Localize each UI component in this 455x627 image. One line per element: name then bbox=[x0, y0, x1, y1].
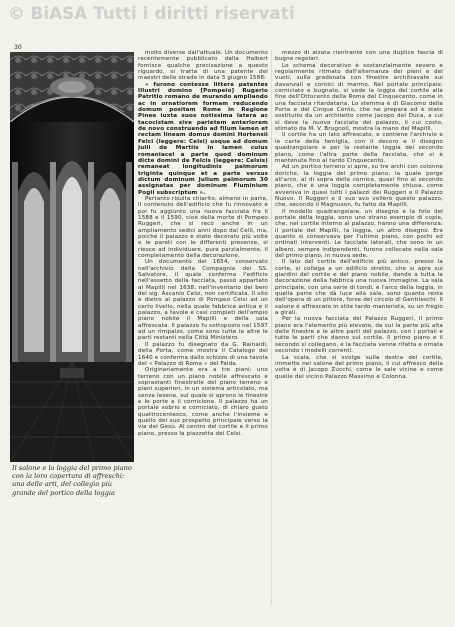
article-paragraph: La scala, che si svolge sulla destra del cortile, immette nel salone del primo piano, il cui affresco della volta è di Jacopo Zucchi, come le sale vicine e come quelle del vicino Palazzo Massimo e Colonna. bbox=[275, 354, 443, 380]
article-paragraph: Originariamente era a tre piani: uno terreno con un piano nobile affrescato e soprastanti finestrelle del piano terreno e piani superiori, in un sistema articolato, ma senza lesene, sul quale si aprono le finestre e le porte e il cornicione. Il palazzo ha un portale sobrio e corniciato, di chiaro gusto quattrocentesco, come anche l'insieme e quello del suo prospetto principale verso la via del Gesù. Al centro del cortile e il primo piano, presso la piazzetta dei Celsi. bbox=[138, 367, 268, 437]
article-paragraph: Il modello quadrangolare, un disegno e la foto del portale della loggia, sono uno strano esempio di copie, che, nel cortile interno al palazzo, hanno una differenza: il portale del Mapilli, la loggia, un altro disegno. Era quanto si conservava per l'ultimo piano, con pochi ed ordinati interventi. Le facciate laterali, che sono in un albero, sempre indipendenti, furono collocate nella sala del primo piano, in nuova sede. bbox=[275, 208, 443, 259]
article-paragraph: Lo schema decorativo è sostanzialmente severo e regolarmente ritmato dall'alternanza dei pieni e dei vuoti, sulla gradonata con finestre architravate sui davanzali e cornici di marmo. Nel portale principale, corniciato e bugnato, si vede la loggia del cortile alla fine dell'Ottocento della Roma del Cinquecento, come in una facciata ritardataria. Lo stemma è di Giacomo della Porta e del Cinque Cento, che ne prepara ed è stato sostituito da un architetto come Jacopo del Duca, a cui si deve la nuova facciata del palazzo, il cui costo, stimato da M. V. Brugnoli, mostra la mano del Mapilli. bbox=[275, 62, 443, 133]
article-paragraph: molto diverse dall'attuale. Un documento recentemente pubblicato dalla Halbert fornisce qualche precisazione a questo riguardo, si tratta di una patente dei maestri delle strade in data 3 giugno 1588: bbox=[138, 50, 268, 82]
photo-salone-loggia bbox=[10, 52, 134, 462]
article-paragraph bbox=[138, 82, 268, 196]
column-divider bbox=[271, 50, 272, 605]
article-paragraph: Ad un portico terreno si apre, su tre archi con colonne doriche, la loggia del primo piano, la quale porge all'arco, al di sopra della cornice, quasi fino al secondo piano, che è una loggia completamente chiusa, come avveniva in quasi tutti i palazzi dei Ruggeri e il Palazzo Nuovo. Il Ruggeri e il suo avo vollero questo palazzo, che, secondo il Magnuson, fu fatto da Mapilli. bbox=[275, 164, 443, 209]
article-paragraph: mezzo di alzata rientrante con una duplice fascia di bugne regolari. bbox=[275, 50, 443, 63]
article-column-right bbox=[275, 50, 443, 610]
page-number: 30 bbox=[14, 44, 22, 51]
article-paragraph: Un documento del 1654, conservato nell'archivio della Compagnia dei SS. Salvatore, il quale conferma l'edificio nell'assetto della facciata, passò appartato al Mapilli nel 1638, nell'inventario dei beni del sig. Ascanio Celsi, non certificata. Il sito e dietro al palazzo di Pompeo Celsi ad un certo livello, nella quale fabbrica antica e il palazzo, a tavole e casi completi dell'ampio piano nobile il Mapilli e della sala affrescata. Il palazzo fu sottoposto nel 1597 ad un rimpalzo, come sono tutte le altre le parti restanti nella Città Ministero. bbox=[138, 259, 268, 342]
article-paragraph: Pertanto risulta chiarito, almeno in parte, il contenuto dell'edificio che fu rinnovato e poi fu aggiunto una nuova facciata fra il 1588 e il 1590, cioè della morte di Pompeo Ruggeri, che si recò anche in un ampliamento sedici anni dopo dal Celli, ma, poiché il palazzo è stato decorato più volte e le pareti con le differenti presenze, si riesce ad individuare, pure parzialmente, il completamento della decorazione. bbox=[138, 195, 268, 259]
photo-image bbox=[10, 52, 134, 462]
photo-caption: Il salone e la loggia del primo piano con la loro copertura di affreschi: una delle arti, del collegio più grande del portico della loggia bbox=[12, 464, 132, 497]
article-paragraph: Il lato del cortile dell'edificio più antico, presso la corte, si collega a un edificio stretto, che si apre sui giardini del cortile e del piano nobile, dando a tutta la decorazione della fabbrica una nuova immagine. La sala principale, con una serie di tondi, e l'arco della loggia, in quella parte che dà luce alla sala, sono quanto resta dell'opera di un pittore, forse del circolo di Gentileschi. Il salone è affrescato in stile tardo manierista, su un fregio a girali. bbox=[275, 259, 443, 317]
article-paragraph: Per la nuova facciata del Palazzo Ruggeri, il primo piano era l'elemento più elevato, da cui la parte più alta delle finestre e le altre parti del palazzo, con i portali e tutte le parti che danno sul cortile. Il primo piano e il secondo si collegano, e la facciata venne rifatta e ornata secondo i modelli correnti. bbox=[275, 316, 443, 355]
quoted-document-text: « furono contesse littere patentes Illustri domino [Pompeio] Rugerio Patritio romano de murando ampliando ac in ornatiorem formam reducendo domum positam Rome in Regione Pinee iuxta suos notissima latera ac tacocistam sive parietem anteriorem de novo construendo ad filum lamen et rectam lineam domus domini Hortensii Felci (leggere: Celsi) usque ad domum Julii de Martiis in lamen cuius romaniacei a parte quod dominum dicte domini de Felcis (leggere: Celsis) remaneat longitudinis palmorum triginta quinque et a parte versus dictum dominum Julium palmorum 30 assignatas per dominum Fluminium Pogii subscriptum ». bbox=[138, 81, 268, 196]
article-column-middle bbox=[138, 50, 268, 610]
article-paragraph: Il cortile ha un lato affrescato, e contiene l'archivio e le carte della famiglia, con il decoro e il disegno quadrangolare e per la restante loggia del secondo piano, come l'altra parte della facciata, che si è mantenuta fino al tardo Cinquecento. bbox=[275, 132, 443, 164]
article-paragraph: Il palazzo fu disegnato da G. Rainaldi, della Porta, come mostra il Catalogo del 1640 e conferma dallo schizzo di una tavola del « Palazzo di Roma » del Falda. bbox=[138, 341, 268, 367]
watermark: © BiASA Tutti i diritti riservati bbox=[8, 4, 295, 23]
